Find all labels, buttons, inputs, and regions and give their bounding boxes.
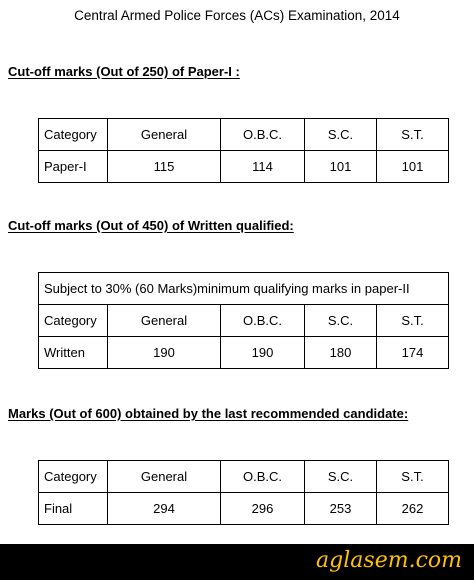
value-obc: 114 <box>221 151 305 183</box>
value-general: 115 <box>108 151 221 183</box>
value-general: 294 <box>108 493 221 525</box>
header-cell-general: General <box>108 461 221 493</box>
header-cell-general: General <box>108 305 221 337</box>
value-st: 101 <box>377 151 449 183</box>
value-obc: 296 <box>221 493 305 525</box>
header-cell-obc: O.B.C. <box>221 119 305 151</box>
table-row <box>39 151 449 183</box>
table-row <box>39 337 449 369</box>
value-obc: 190 <box>221 337 305 369</box>
value-sc: 101 <box>305 151 377 183</box>
header-cell-obc: O.B.C. <box>221 305 305 337</box>
page-title: Central Armed Police Forces (ACs) Examination, 2014 <box>74 8 400 23</box>
value-general: 190 <box>108 337 221 369</box>
footer-bar <box>0 544 474 580</box>
table-header-row <box>39 305 449 337</box>
paper1-cutoff-heading: Cut-off marks (Out of 250) of Paper-I : <box>8 64 240 79</box>
value-st: 174 <box>377 337 449 369</box>
table-row <box>39 493 449 525</box>
header-cell-sc: S.C. <box>305 461 377 493</box>
header-cell-st: S.T. <box>377 461 449 493</box>
paper1-cutoff-table <box>38 118 449 183</box>
table-header-row <box>39 461 449 493</box>
header-cell-st: S.T. <box>377 119 449 151</box>
value-st: 262 <box>377 493 449 525</box>
header-cell-sc: S.C. <box>305 119 377 151</box>
header-cell-general: General <box>108 119 221 151</box>
header-cell-category: Category <box>39 305 108 337</box>
value-sc: 180 <box>305 337 377 369</box>
table-header-row <box>39 119 449 151</box>
header-cell-category: Category <box>39 119 108 151</box>
written-cutoff-heading: Cut-off marks (Out of 450) of Written qualified: <box>8 218 294 233</box>
row-label-final: Final <box>39 493 108 525</box>
final-marks-table <box>38 460 449 525</box>
written-cutoff-table <box>38 272 449 369</box>
brand-watermark: aglasem.com <box>316 548 462 573</box>
header-cell-obc: O.B.C. <box>221 461 305 493</box>
header-cell-category: Category <box>39 461 108 493</box>
final-marks-heading: Marks (Out of 600) obtained by the last recommended candidate: <box>8 406 409 421</box>
row-label-paper1: Paper-I <box>39 151 108 183</box>
header-cell-sc: S.C. <box>305 305 377 337</box>
value-sc: 253 <box>305 493 377 525</box>
row-label-written: Written <box>39 337 108 369</box>
header-cell-st: S.T. <box>377 305 449 337</box>
table-note-row <box>39 273 449 305</box>
qualifying-marks-note: Subject to 30% (60 Marks)minimum qualifying marks in paper-II <box>39 273 449 305</box>
